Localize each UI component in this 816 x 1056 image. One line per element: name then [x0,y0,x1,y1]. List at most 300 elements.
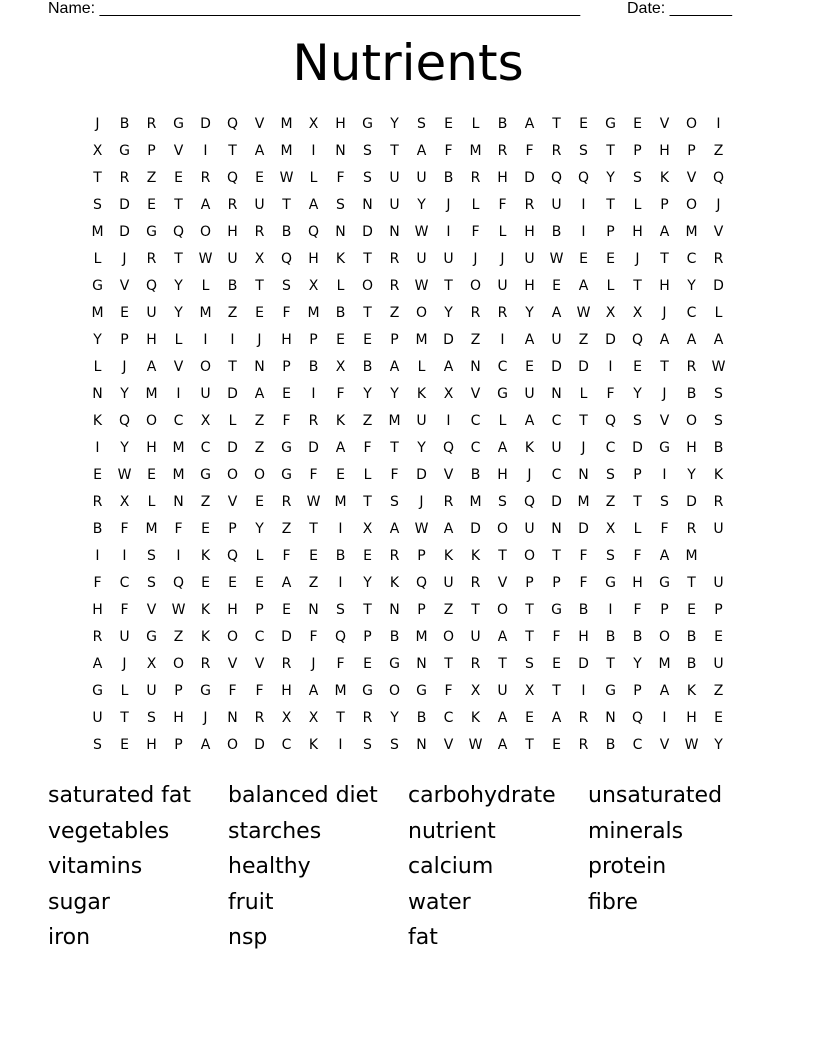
grid-letter: S [390,737,399,753]
grid-letter: U [551,197,562,213]
grid-letter: C [470,440,481,456]
grid-row [84,165,732,192]
date-field-label: Date: _______ [627,0,732,17]
grid-letter: Y [525,305,534,321]
grid-letter: S [363,737,372,753]
word-list-item: protein [588,854,667,879]
grid-letter: T [174,251,183,267]
grid-letter: I [176,548,181,564]
grid-letter: Z [605,494,616,510]
grid-letter: O [469,278,482,294]
grid-letter: M [685,224,698,240]
word-list-item: water [408,889,471,915]
grid-letter: M [91,305,104,321]
grid-letter: A [497,629,508,645]
word-list-item: sugar [48,889,110,915]
grid-letter: N [389,224,400,240]
grid-letter: T [525,737,534,753]
grid-letter: R [470,656,481,672]
grid-letter: W [711,359,726,375]
grid-letter: M [307,305,320,321]
grid-letter: O [226,629,239,645]
grid-letter: S [336,602,345,618]
grid-letter: T [228,143,237,159]
grid-letter: Y [174,305,183,321]
grid-letter: H [659,278,670,294]
grid-letter: G [173,116,184,132]
word-list-item: unsaturated [588,783,723,808]
grid-letter: P [147,143,156,159]
grid-letter: E [579,116,588,132]
grid-letter: R [200,170,211,186]
grid-letter: L [93,251,102,267]
grid-letter: H [497,170,508,186]
grid-letter: E [714,710,723,726]
grid-letter: P [228,521,237,537]
grid-row [84,354,732,381]
grid-letter: S [336,197,345,213]
grid-letter: Z [254,440,265,456]
grid-letter: T [282,197,291,213]
grid-letter: V [659,116,670,132]
grid-letter: E [255,305,264,321]
grid-letter: S [93,197,102,213]
grid-letter: M [280,116,293,132]
grid-letter: I [230,332,235,348]
grid-letter: S [498,494,507,510]
grid-letter: F [633,548,642,564]
grid-letter: X [308,278,319,294]
grid-letter: N [308,602,319,618]
grid-letter: N [92,386,103,402]
grid-letter: F [309,467,318,483]
grid-letter: I [122,548,127,564]
grid-letter: P [282,359,291,375]
grid-letter: W [171,602,186,618]
grid-letter: B [686,386,697,402]
grid-letter: Y [390,386,399,402]
grid-letter: S [417,116,426,132]
grid-letter: B [497,116,508,132]
grid-letter: A [200,197,211,213]
grid-letter: S [633,413,642,429]
grid-letter: F [336,170,345,186]
grid-letter: F [336,386,345,402]
grid-letter: D [119,197,130,213]
grid-letter: G [605,575,616,591]
grid-letter: A [308,197,319,213]
grid-letter: J [122,359,127,375]
grid-letter: L [498,413,507,429]
grid-letter: T [606,656,615,672]
grid-letter: I [311,386,316,402]
grid-letter: S [633,170,642,186]
grid-letter: O [496,602,509,618]
grid-letter: T [552,548,561,564]
grid-letter: A [659,683,670,699]
grid-letter: R [470,170,481,186]
grid-letter: W [684,737,699,753]
grid-letter: V [443,737,454,753]
grid-letter: U [416,251,427,267]
grid-letter: M [145,521,158,537]
grid-letter: X [605,305,616,321]
grid-letter: P [606,224,615,240]
grid-letter: N [605,710,616,726]
grid-letter: G [281,467,292,483]
grid-letter: U [551,332,562,348]
grid-letter: V [173,143,184,159]
grid-letter: W [279,170,294,186]
grid-letter: H [146,737,157,753]
word-list-item: healthy [228,854,311,879]
grid-letter: A [335,440,346,456]
word-list-item: carbohydrate [408,783,556,808]
word-list-item: iron [48,925,91,950]
grid-letter: S [147,710,156,726]
grid-letter: M [658,656,671,672]
grid-letter: D [227,386,238,402]
grid-letter: I [203,143,208,159]
grid-letter: R [686,521,697,537]
grid-letter: P [174,737,183,753]
grid-letter: T [633,494,642,510]
grid-letter: M [145,386,158,402]
grid-letter: D [200,116,211,132]
word-search-grid [84,111,732,759]
grid-letter: E [633,116,642,132]
grid-letter: B [308,359,319,375]
grid-letter: G [659,440,670,456]
grid-letter: V [497,575,508,591]
word-list [48,778,768,956]
grid-letter: E [363,548,372,564]
grid-letter: X [308,116,319,132]
grid-letter: C [470,413,481,429]
grid-letter: F [120,602,129,618]
grid-letter: R [200,656,211,672]
grid-letter: P [660,602,669,618]
grid-letter: T [120,710,129,726]
grid-letter: T [606,143,615,159]
grid-letter: I [662,710,667,726]
grid-letter: H [632,575,643,591]
grid-letter: C [605,440,616,456]
grid-letter: L [309,170,318,186]
grid-letter: A [524,332,535,348]
grid-letter: E [687,602,696,618]
page-title: Nutrients [292,34,524,92]
grid-letter: N [551,521,562,537]
grid-letter: V [686,170,697,186]
grid-letter: R [578,710,589,726]
grid-letter: D [524,170,535,186]
grid-letter: N [416,737,427,753]
grid-row [84,192,732,219]
grid-letter: E [525,359,534,375]
grid-letter: B [362,359,373,375]
grid-letter: Q [307,224,320,240]
grid-letter: F [633,602,642,618]
grid-letter: J [203,710,208,726]
grid-letter: Z [146,170,157,186]
grid-letter: O [172,656,185,672]
grid-letter: U [389,197,400,213]
grid-letter: X [524,683,535,699]
grid-letter: D [578,521,589,537]
grid-letter: M [388,413,401,429]
grid-row [84,138,732,165]
grid-letter: Q [523,494,536,510]
grid-letter: D [119,224,130,240]
grid-letter: H [281,332,292,348]
grid-letter: E [255,494,264,510]
grid-letter: E [120,305,129,321]
grid-letter: Q [226,116,239,132]
grid-letter: W [576,305,591,321]
grid-letter: M [172,440,185,456]
grid-letter: M [469,143,482,159]
grid-letter: F [255,683,264,699]
grid-row [84,489,732,516]
grid-letter: D [416,467,427,483]
grid-letter: I [716,116,721,132]
grid-letter: Q [118,413,131,429]
grid-letter: M [415,629,428,645]
grid-letter: G [605,116,616,132]
grid-letter: X [308,710,319,726]
grid-letter: A [551,710,562,726]
grid-letter: D [578,359,589,375]
grid-letter: X [254,251,265,267]
grid-letter: Q [145,278,158,294]
grid-letter: D [362,224,373,240]
grid-letter: T [363,494,372,510]
grid-letter: Y [120,386,129,402]
grid-letter: E [552,278,561,294]
grid-letter: R [362,710,373,726]
grid-letter: S [660,494,669,510]
grid-letter: K [335,251,346,267]
grid-letter: U [524,251,535,267]
grid-letter: B [281,224,292,240]
word-list-item: fruit [228,889,274,915]
grid-letter: C [632,737,643,753]
grid-letter: I [311,143,316,159]
grid-letter: M [685,548,698,564]
grid-letter: E [147,467,156,483]
grid-letter: I [608,359,613,375]
grid-letter: K [200,629,211,645]
grid-letter: H [497,467,508,483]
grid-letter: F [120,521,129,537]
grid-letter: N [227,710,238,726]
grid-letter: L [147,494,156,510]
grid-letter: X [281,710,292,726]
grid-letter: I [581,197,586,213]
grid-letter: E [201,521,210,537]
word-list-item: vitamins [48,854,143,879]
grid-row [84,651,732,678]
grid-letter: J [662,305,667,321]
grid-row [84,219,732,246]
word-list-item: calcium [408,854,494,879]
grid-letter: I [176,386,181,402]
grid-letter: L [228,413,237,429]
grid-letter: Q [226,548,239,564]
grid-letter: O [226,467,239,483]
grid-letter: J [419,494,424,510]
grid-letter: L [255,548,264,564]
grid-letter: U [443,251,454,267]
grid-letter: O [199,359,212,375]
grid-letter: G [497,386,508,402]
grid-letter: T [552,683,561,699]
grid-row [84,111,732,138]
grid-letter: W [117,467,132,483]
grid-letter: V [119,278,130,294]
grid-row [84,327,732,354]
grid-letter: J [527,467,532,483]
grid-letter: P [174,683,183,699]
grid-letter: H [524,224,535,240]
grid-letter: K [200,548,211,564]
grid-letter: I [338,737,343,753]
grid-letter: B [416,710,427,726]
grid-letter: G [119,143,130,159]
grid-letter: Z [713,143,724,159]
grid-letter: F [93,575,102,591]
grid-letter: K [200,602,211,618]
grid-letter: E [606,251,615,267]
grid-letter: V [146,602,157,618]
grid-letter: E [120,737,129,753]
grid-letter: C [254,629,265,645]
grid-letter: K [713,467,724,483]
grid-letter: G [416,683,427,699]
grid-letter: G [92,278,103,294]
grid-letter: F [390,467,399,483]
grid-letter: M [469,494,482,510]
grid-letter: H [146,332,157,348]
grid-letter: P [390,332,399,348]
grid-letter: U [254,197,265,213]
grid-letter: A [308,683,319,699]
grid-letter: R [281,656,292,672]
grid-letter: O [145,413,158,429]
grid-letter: D [551,359,562,375]
grid-row [84,543,732,570]
grid-letter: P [309,332,318,348]
grid-letter: A [659,224,670,240]
grid-letter: L [174,332,183,348]
grid-letter: B [119,116,130,132]
grid-letter: E [255,575,264,591]
grid-letter: W [306,494,321,510]
grid-letter: U [416,170,427,186]
grid-letter: J [635,251,640,267]
grid-letter: I [95,548,100,564]
grid-row [84,570,732,597]
grid-letter: G [605,683,616,699]
grid-letter: I [581,224,586,240]
grid-letter: U [389,170,400,186]
grid-letter: T [471,602,480,618]
grid-letter: J [473,251,478,267]
grid-letter: R [497,143,508,159]
grid-letter: B [551,224,562,240]
grid-letter: P [687,143,696,159]
grid-letter: S [714,413,723,429]
grid-letter: U [713,575,724,591]
grid-letter: K [335,413,346,429]
grid-letter: A [200,737,211,753]
grid-letter: L [336,278,345,294]
grid-letter: O [523,548,536,564]
grid-letter: S [606,548,615,564]
grid-letter: R [443,494,454,510]
grid-letter: A [92,656,103,672]
grid-letter: Y [255,521,264,537]
grid-letter: E [201,575,210,591]
grid-letter: T [174,197,183,213]
grid-letter: A [389,521,400,537]
word-list-item: nutrient [408,818,496,844]
grid-letter: Z [389,305,400,321]
grid-letter: V [254,116,265,132]
grid-letter: L [579,386,588,402]
grid-letter: G [200,683,211,699]
grid-letter: S [147,575,156,591]
grid-letter: E [255,170,264,186]
grid-letter: R [713,494,724,510]
grid-letter: L [417,359,426,375]
grid-letter: E [363,332,372,348]
grid-letter: D [227,440,238,456]
grid-letter: I [338,575,343,591]
word-list-item: minerals [588,818,684,844]
grid-letter: R [308,413,319,429]
grid-letter: B [713,440,724,456]
grid-letter: S [93,737,102,753]
grid-letter: F [282,548,291,564]
grid-letter: K [416,386,427,402]
grid-letter: T [228,359,237,375]
grid-letter: Q [172,575,185,591]
grid-letter: U [551,440,562,456]
grid-letter: K [470,548,481,564]
grid-row [84,273,732,300]
grid-letter: T [390,440,399,456]
grid-letter: V [227,656,238,672]
grid-letter: J [716,197,721,213]
grid-letter: B [389,629,400,645]
grid-letter: F [579,575,588,591]
grid-row [84,300,732,327]
grid-letter: E [336,332,345,348]
grid-letter: A [578,278,589,294]
word-list-item: vegetables [48,818,170,844]
grid-letter: A [416,143,427,159]
grid-letter: D [686,494,697,510]
grid-letter: P [633,143,642,159]
grid-letter: S [282,278,291,294]
grid-letter: D [281,629,292,645]
grid-letter: Y [174,278,183,294]
grid-letter: E [552,656,561,672]
grid-letter: Q [577,170,590,186]
grid-letter: B [632,629,643,645]
